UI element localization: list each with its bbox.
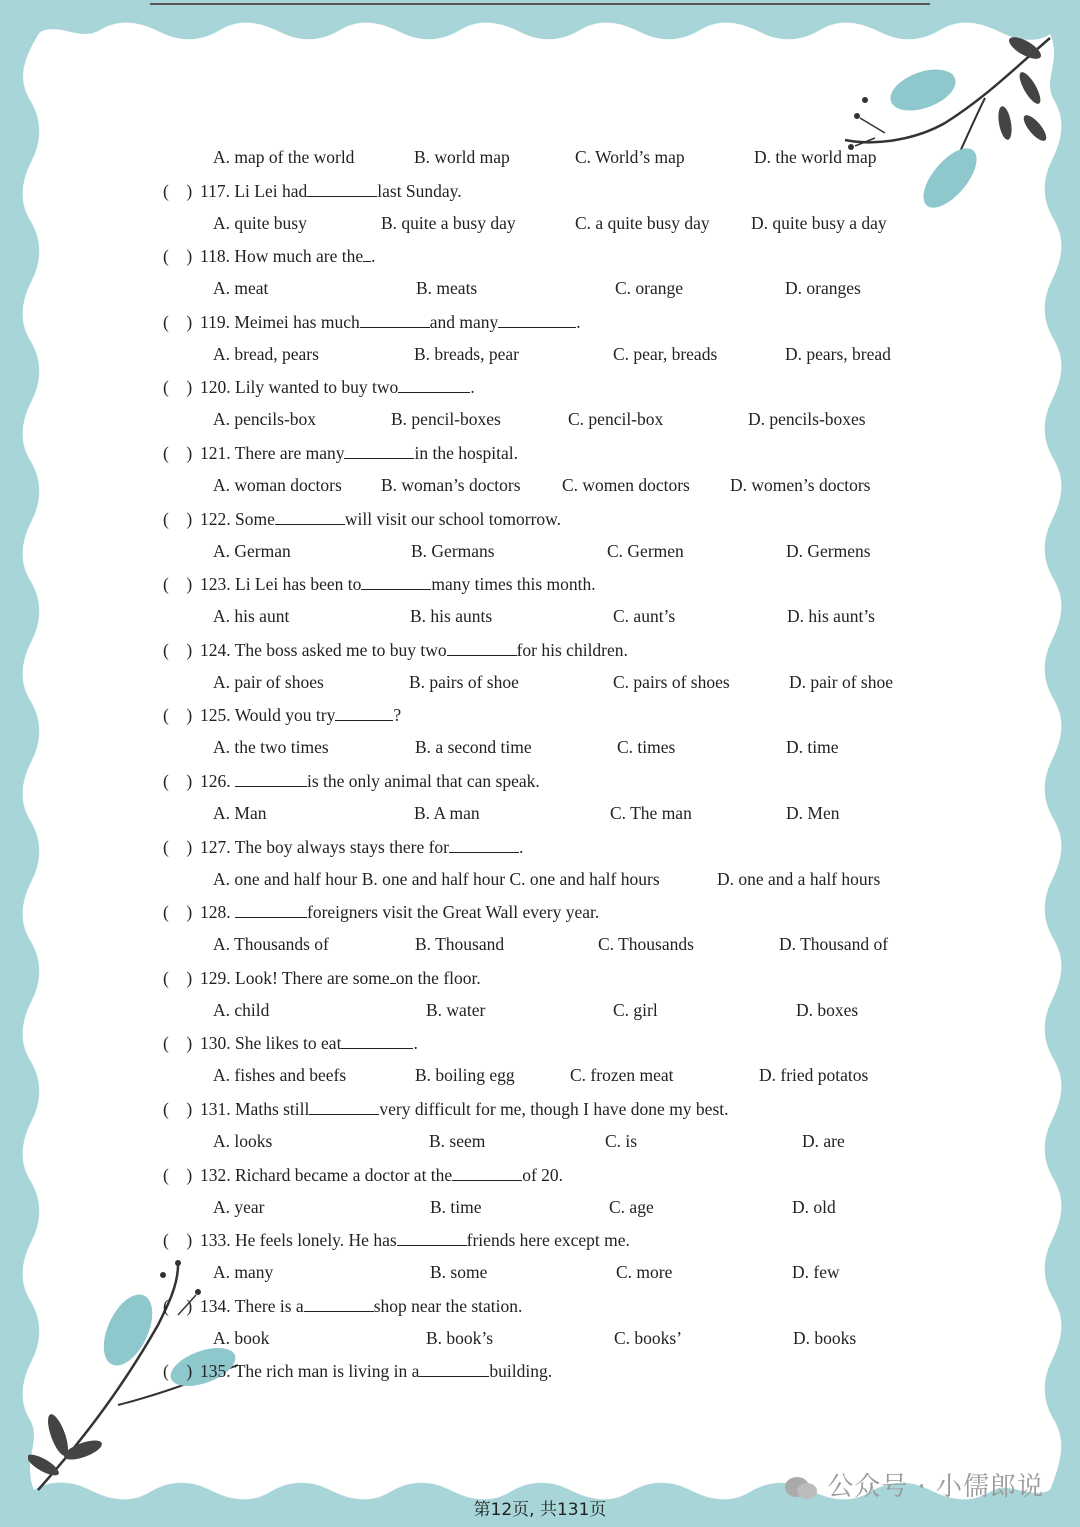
answer-paren[interactable]: ( ) [163, 705, 193, 726]
option-a[interactable]: A. pencils-box [213, 409, 317, 430]
option-d[interactable]: D. old [792, 1196, 836, 1217]
stem-text: very difficult for me, though I have done my best. [379, 1099, 729, 1119]
option-b[interactable]: B. boiling egg [415, 1065, 515, 1086]
answer-blank [360, 311, 430, 328]
option-b[interactable]: B. meats [416, 278, 478, 299]
answer-paren[interactable]: ( ) [163, 311, 193, 332]
option-d[interactable]: D. few [792, 1262, 840, 1283]
question-stem [200, 836, 523, 858]
stem-text: . [470, 377, 475, 398]
question-number: 131. [200, 1099, 235, 1119]
question-stem [200, 311, 581, 333]
question-stem [200, 1098, 729, 1120]
option-c[interactable]: C. a quite busy day [575, 212, 710, 233]
answer-paren[interactable]: ( ) [163, 902, 193, 923]
option-b[interactable]: B. pairs of shoe [409, 671, 519, 692]
option-c[interactable]: C. Thousands [598, 934, 694, 955]
option-a[interactable]: A. fishes and beefs [213, 1065, 347, 1086]
answer-blank [397, 1229, 467, 1246]
option-b[interactable]: B. Germans [411, 540, 495, 561]
option-a[interactable]: A. woman doctors [213, 475, 342, 495]
question-stem [200, 245, 376, 267]
question-stem [200, 1032, 418, 1054]
question-stem [200, 1229, 630, 1251]
question-number: 118. [200, 246, 235, 267]
stem-text: for his children. [516, 639, 628, 660]
question-number: 128. [200, 902, 235, 923]
option-d[interactable]: D. women’s doctors [730, 475, 871, 495]
stem-text: many times this month. [431, 574, 596, 595]
answer-blank [341, 1032, 413, 1049]
stem-text: Look! There are some [235, 967, 390, 988]
option-c[interactable]: C. age [609, 1196, 654, 1217]
option-d[interactable]: D. time [786, 737, 839, 758]
answer-blank [344, 442, 414, 459]
stem-text: . [371, 246, 376, 267]
answer-blank [498, 311, 576, 328]
answer-blank [335, 704, 393, 721]
option-b[interactable]: B. A man [414, 803, 480, 823]
question-number: 134. [200, 1295, 235, 1316]
option-c[interactable]: C. women doctors [562, 475, 690, 495]
question-number: 133. [200, 1230, 235, 1251]
answer-blank [307, 180, 377, 197]
option-a[interactable]: A. pair of shoes [213, 671, 324, 692]
option-c[interactable]: C. pairs of shoes [613, 671, 730, 692]
question-number: 120. [200, 377, 235, 398]
answer-blank [452, 1164, 522, 1181]
option-a[interactable]: A. his aunt [213, 606, 290, 627]
option-c[interactable]: C. World’s map [575, 147, 685, 167]
answer-paren[interactable]: ( ) [163, 508, 193, 529]
option-b[interactable]: B. world map [414, 147, 510, 167]
answer-blank [419, 1360, 489, 1377]
answer-paren[interactable]: ( ) [163, 443, 193, 463]
question-stem [200, 901, 599, 923]
option-d[interactable]: D. pencils-boxes [748, 409, 866, 430]
option-a[interactable]: A. Thousands of [213, 934, 329, 955]
option-c[interactable]: C. frozen meat [570, 1065, 674, 1086]
option-c[interactable]: C. girl [613, 999, 658, 1020]
answer-paren[interactable]: ( ) [163, 1361, 193, 1382]
question-number: 126. [200, 771, 235, 791]
answer-blank [449, 836, 519, 853]
wechat-icon [784, 1475, 818, 1501]
option-a[interactable]: A. bread, pears [213, 343, 319, 364]
question-stem [200, 770, 540, 792]
stem-text: . [576, 311, 581, 332]
stem-text: Meimei has much [234, 311, 360, 332]
option-d[interactable]: D. books [793, 1327, 857, 1348]
option-c[interactable]: C. aunt’s [613, 606, 676, 627]
question-number: 132. [200, 1164, 235, 1185]
option-a[interactable]: A. many [213, 1262, 274, 1283]
answer-blank [235, 901, 307, 918]
option-b[interactable]: B. water [426, 999, 486, 1020]
option-b[interactable]: B. some [430, 1262, 488, 1283]
answer-paren[interactable]: ( ) [163, 836, 193, 857]
question-stem [200, 180, 462, 202]
option-b[interactable]: B. his aunts [410, 606, 493, 627]
answer-blank [235, 770, 307, 787]
option-d[interactable]: D. Thousand of [779, 934, 889, 955]
option-b[interactable]: B. Thousand [415, 934, 505, 955]
option-b[interactable]: B. breads, pear [414, 343, 519, 364]
option-c[interactable]: C. books’ [614, 1327, 683, 1348]
stem-text: in the hospital. [414, 443, 519, 463]
option-d[interactable]: D. pair of shoe [789, 671, 894, 692]
stem-text: friends here except me. [466, 1230, 630, 1251]
option-d[interactable]: D. quite busy a day [751, 212, 887, 233]
option-a[interactable]: A. Man [213, 803, 267, 823]
option-a[interactable]: A. German [213, 540, 291, 561]
question-number: 123. [200, 574, 235, 595]
option-d[interactable]: D. Men [786, 803, 840, 823]
answer-paren[interactable]: ( ) [163, 246, 193, 267]
option-c[interactable]: C. is [605, 1131, 638, 1151]
answer-paren[interactable]: ( ) [163, 967, 193, 988]
option-a[interactable]: A. meat [213, 278, 269, 299]
stem-text: Li Lei had [234, 180, 308, 201]
stem-text: Li Lei has been to [235, 574, 362, 595]
answer-blank [363, 245, 371, 262]
stem-text: is the only animal that can speak. [307, 771, 540, 791]
option-c[interactable]: C. pear, breads [613, 343, 718, 364]
answer-blank [361, 573, 431, 590]
option-a[interactable]: A. one and half hour B. one and half hour C. one and half hours [213, 868, 660, 889]
question-number: 127. [200, 836, 235, 857]
question-number: 117. [200, 180, 235, 201]
option-b[interactable]: B. book’s [426, 1327, 494, 1348]
stem-text: building. [489, 1361, 553, 1382]
question-stem [200, 1164, 563, 1186]
option-a[interactable]: A. book [213, 1327, 270, 1348]
option-b[interactable]: B. seem [429, 1131, 486, 1151]
option-d[interactable]: D. his aunt’s [787, 606, 875, 627]
stem-text: The boss asked me to buy two [234, 639, 447, 660]
answer-paren[interactable]: ( ) [163, 639, 193, 660]
stem-text: . [519, 836, 524, 857]
answer-paren[interactable]: ( ) [163, 377, 193, 398]
option-b[interactable]: B. quite a busy day [381, 212, 516, 233]
answer-paren[interactable]: ( ) [163, 1099, 193, 1119]
stem-text: Would you try [234, 705, 336, 726]
question-stem [200, 508, 561, 530]
question-stem [200, 639, 628, 661]
stem-text: and many [429, 311, 499, 332]
answer-paren[interactable]: ( ) [163, 574, 193, 595]
stem-text: shop near the station. [373, 1295, 523, 1316]
answer-blank [447, 639, 517, 656]
stem-text: of 20. [522, 1164, 564, 1185]
stem-text: The rich man is living in a [234, 1361, 420, 1382]
option-a[interactable]: A. year [213, 1196, 265, 1217]
stem-text: Richard became a doctor at the [235, 1164, 453, 1185]
option-a[interactable]: A. quite busy [213, 212, 307, 233]
answer-blank [398, 376, 470, 393]
stem-text: on the floor. [395, 967, 481, 988]
leaf-decoration-top-right [835, 28, 1055, 208]
stem-text: Lily wanted to buy two [235, 377, 399, 398]
option-d[interactable]: D. one and a half hours [717, 868, 881, 889]
question-number: 121. [200, 443, 235, 463]
answer-blank [275, 508, 345, 525]
option-c[interactable]: C. The man [610, 803, 692, 823]
stem-text: How much are the [234, 246, 364, 267]
watermark: 公众号 · 小儒郎说 [784, 1466, 1044, 1503]
answer-blank [304, 1295, 374, 1312]
option-d[interactable]: D. oranges [785, 278, 861, 299]
option-c[interactable]: C. times [617, 737, 676, 758]
question-stem [200, 376, 475, 398]
answer-paren[interactable]: ( ) [163, 1033, 193, 1054]
answer-paren[interactable]: ( ) [163, 1230, 193, 1251]
question-number: 125. [200, 705, 235, 726]
option-d[interactable]: D. the world map [754, 147, 877, 167]
option-c[interactable]: C. Germen [607, 540, 684, 561]
stem-text: The boy always stays there for [234, 836, 449, 857]
question-number: 135. [200, 1361, 235, 1382]
option-c[interactable]: C. more [616, 1262, 673, 1283]
question-number: 124. [200, 639, 235, 660]
question-number: 130. [200, 1033, 235, 1054]
stem-text: He feels lonely. He has [235, 1230, 397, 1251]
question-number: 119. [200, 311, 235, 332]
option-b[interactable]: B. time [430, 1196, 482, 1217]
stem-text: Some [235, 508, 275, 529]
question-stem [200, 967, 481, 989]
stem-text: There are many [234, 443, 345, 463]
option-a[interactable]: A. looks [213, 1131, 273, 1151]
answer-paren[interactable]: ( ) [163, 771, 193, 791]
stem-text: will visit our school tomorrow. [344, 508, 562, 529]
question-number: 122. [200, 508, 235, 529]
question-number: 129. [200, 967, 235, 988]
option-c[interactable]: C. orange [615, 278, 684, 299]
answer-blank [309, 1098, 379, 1115]
stem-text: last Sunday. [377, 180, 462, 201]
option-a[interactable]: A. map of the world [213, 147, 355, 167]
option-d[interactable]: D. are [802, 1131, 845, 1151]
answer-paren[interactable]: ( ) [163, 1164, 193, 1185]
question-stem [200, 1360, 552, 1382]
stem-text: ? [393, 705, 402, 726]
question-stem [200, 442, 518, 464]
option-d[interactable]: D. Germens [786, 540, 871, 561]
question-stem [200, 1295, 522, 1317]
option-c[interactable]: C. pencil-box [568, 409, 664, 430]
stem-text: She likes to eat [235, 1033, 342, 1054]
option-b[interactable]: B. a second time [415, 737, 532, 758]
option-d[interactable]: D. pears, bread [785, 343, 891, 364]
stem-text: Maths still [235, 1099, 310, 1119]
option-a[interactable]: A. child [213, 999, 270, 1020]
answer-paren[interactable]: ( ) [163, 1295, 193, 1316]
answer-paren[interactable]: ( ) [163, 180, 193, 201]
stem-text: . [413, 1033, 418, 1054]
option-b[interactable]: B. pencil-boxes [391, 409, 501, 430]
question-stem [200, 573, 596, 595]
option-a[interactable]: A. the two times [213, 737, 329, 758]
stem-text: There is a [234, 1295, 304, 1316]
page-footer: 第12页, 共131页 [473, 1500, 607, 1520]
option-d[interactable]: D. fried potatos [759, 1065, 869, 1086]
question-stem [200, 704, 401, 726]
option-b[interactable]: B. woman’s doctors [381, 475, 521, 495]
option-d[interactable]: D. boxes [796, 999, 859, 1020]
stem-text: foreigners visit the Great Wall every year. [307, 902, 600, 923]
